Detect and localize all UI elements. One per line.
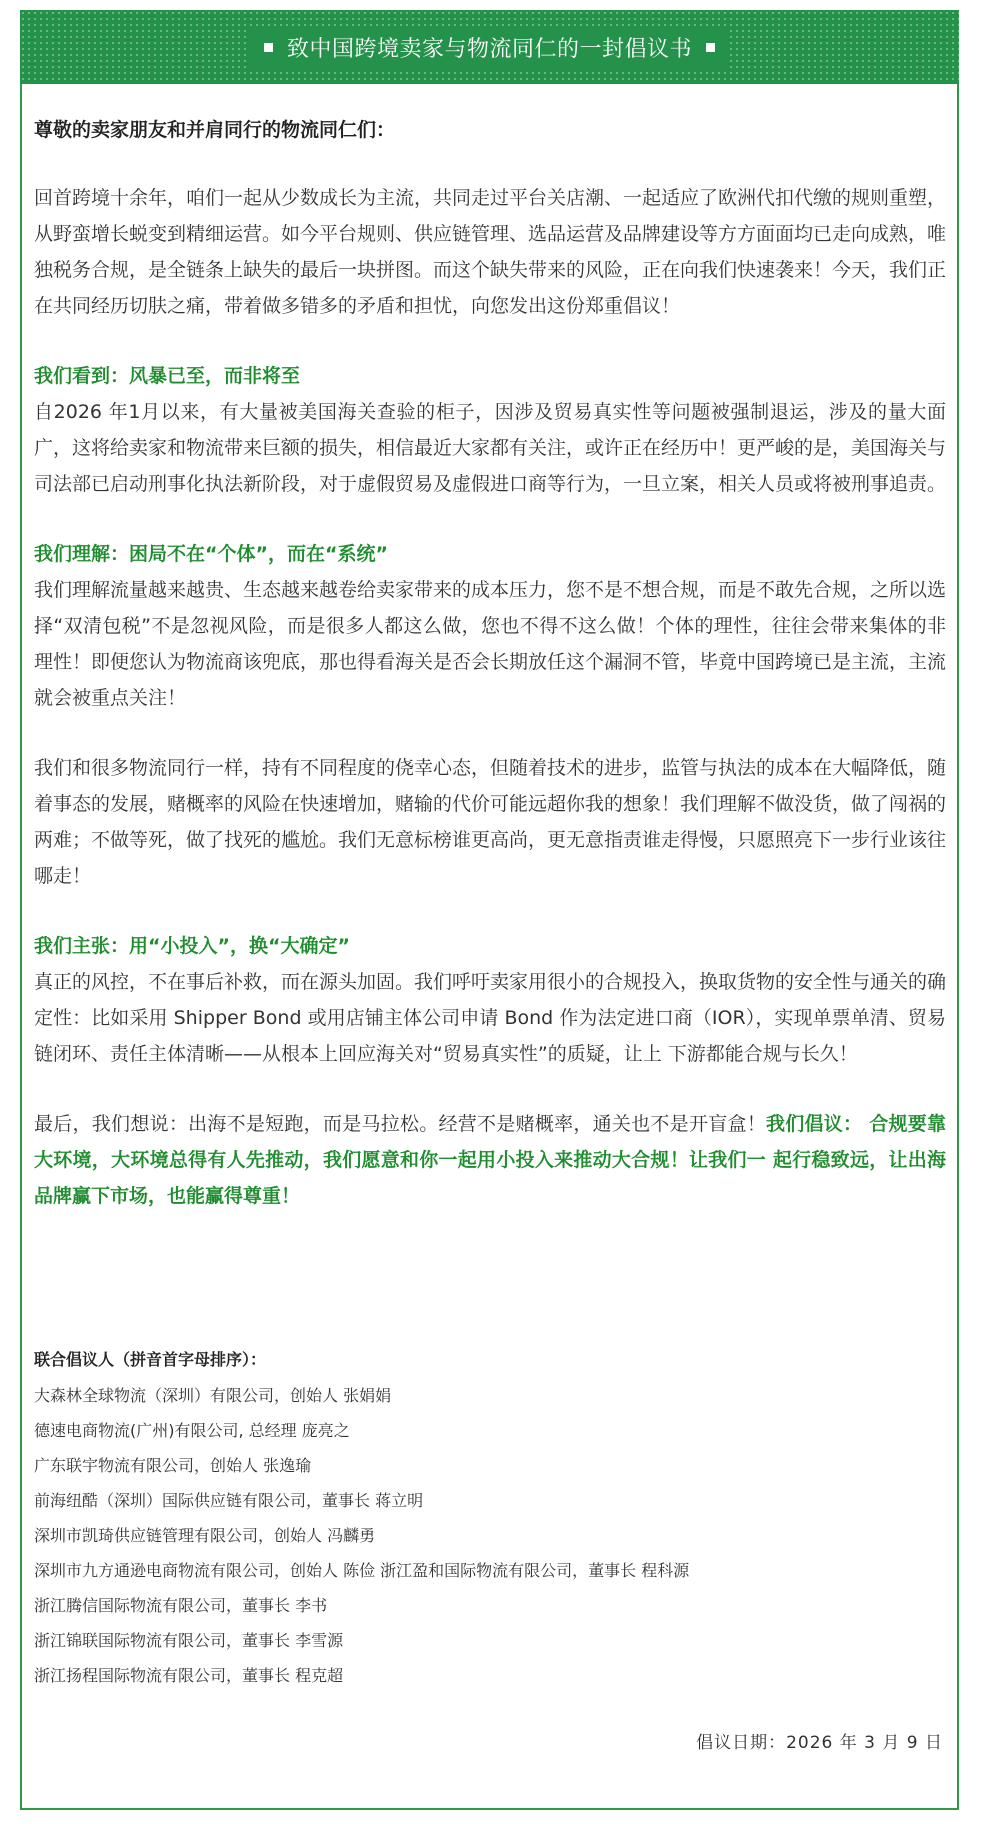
section-body-advocate: 真正的风控，不在事后补救，而在源头加固。我们呼吁卖家用很小的合规投入，换取货物的安全性与通关的确定性：比如采用 Shipper Bond 或用店铺主体公司申请 Bond 作为法定进口商（IOR），实现单票单清、贸易链闭环、责任主体清晰——从根本上回应海关对“贸易真实性”的质疑，让上 下游都能合规与长久！	[34, 971, 947, 1065]
square-bullet-icon	[264, 43, 273, 52]
square-bullet-icon	[706, 43, 715, 52]
signer-item: 广东联宇物流有限公司，创始人 张逸瑜	[34, 1456, 312, 1475]
closing-plain: 最后，我们想说：出海不是短跑，而是马拉松。经营不是赌概率，通关也不是开盲盒！	[34, 1113, 766, 1135]
intro-paragraph: 回首跨境十余年，咱们一起从少数成长为主流，共同走过平台关店潮、一起适应了欧洲代扣代缴的规则重塑，从野蛮增长蜕变到精细运营。如今平台规则、供应链管理、选品运营及品牌建设等方方面面均已走向成熟，唯独税务合规，是全链条上缺失的最后一块拼图。而这个缺失带来的风险，正在向我们快速袭来！今天，我们正在共同经历切肤之痛，带着做多错多的矛盾和担忧，向您发出这份郑重倡议！	[34, 187, 947, 317]
signer-item: 浙江扬程国际物流有限公司，董事长 程克超	[34, 1666, 344, 1685]
section-heading-see: 我们看到：风暴已至，而非将至	[34, 365, 301, 387]
section-body-understand-2: 我们和很多物流同行一样，持有不同程度的侥幸心态，但随着技术的进步，监管与执法的成本在大幅降低，随着事态的发展，赌概率的风险在快速增加，赌输的代价可能远超你我的想象！我们理解不做没货，做了闯祸的两难；不做等死，做了找死的尴尬。我们无意标榜谁更高尚，更无意指责谁走得慢，只愿照亮下一步行业该往哪走！	[34, 757, 947, 887]
signer-item: 浙江腾信国际物流有限公司，董事长 李书	[34, 1596, 328, 1615]
signer-item: 前海纽酷（深圳）国际供应链有限公司，董事长 蒋立明	[34, 1491, 424, 1510]
page-title: 致中国跨境卖家与物流同仁的一封倡议书	[286, 36, 692, 62]
section-heading-advocate: 我们主张：用“小投入”，换“大确定”	[34, 935, 350, 957]
signers-heading: 联合倡议人（拼音首字母排序）：	[34, 1350, 267, 1369]
signer-item: 大森林全球物流（深圳）有限公司，创始人 张娟娟	[34, 1386, 392, 1405]
section-heading-understand: 我们理解：困局不在“个体”，而在“系统”	[34, 543, 388, 565]
letter-body	[34, 112, 946, 1214]
title-banner	[20, 10, 959, 84]
signers-block	[34, 1344, 946, 1693]
closing-paragraph	[34, 1106, 946, 1214]
greeting: 尊敬的卖家朋友和并肩同行的物流同仁们：	[34, 119, 396, 141]
section-body-understand-1: 我们理解流量越来越贵、生态越来越卷给卖家带来的成本压力，您不是不想合规，而是不敢先合规，之所以选择“双清包税”不是忽视风险，而是很多人都这么做，您也不得不这么做！个体的理性，往往会带来集体的非理性！即便您认为物流商该兜底，那也得看海关是否会长期放任这个漏洞不管，毕竟中国跨境已是主流，主流就会被重点关注！	[34, 579, 947, 709]
signer-item: 浙江锦联国际物流有限公司，董事长 李雪源	[34, 1631, 344, 1650]
closing-emphasis: 我们倡议： 合规要靠大环境，大环境总得有人先推动，我们愿意和你一起用小投入来推动大合规！让我们一 起行稳致远，让出海品牌赢下市场，也能赢得尊重！	[34, 1113, 946, 1207]
title-inner	[250, 26, 729, 69]
signer-item: 深圳市凯琦供应链管理有限公司，创始人 冯麟勇	[34, 1526, 376, 1545]
signer-item: 德速电商物流(广州)有限公司, 总经理 庞亮之	[34, 1421, 350, 1440]
proposal-date: 倡议日期：2026 年 3 月 9 日	[696, 1733, 943, 1753]
section-body-see: 自2026 年1月以来，有大量被美国海关查验的柜子，因涉及贸易真实性等问题被强制退运，涉及的量大面广，这将给卖家和物流带来巨额的损失，相信最近大家都有关注，或许正在经历中！更严峻的是，美国海关与司法部已启动刑事化执法新阶段，对于虚假贸易及虚假进口商等行为，一旦立案，相关人员或将被刑事追责。	[34, 401, 947, 495]
signer-item: 深圳市九方通逊电商物流有限公司，创始人 陈俭 浙江盈和国际物流有限公司，董事长 程科源	[34, 1561, 690, 1580]
